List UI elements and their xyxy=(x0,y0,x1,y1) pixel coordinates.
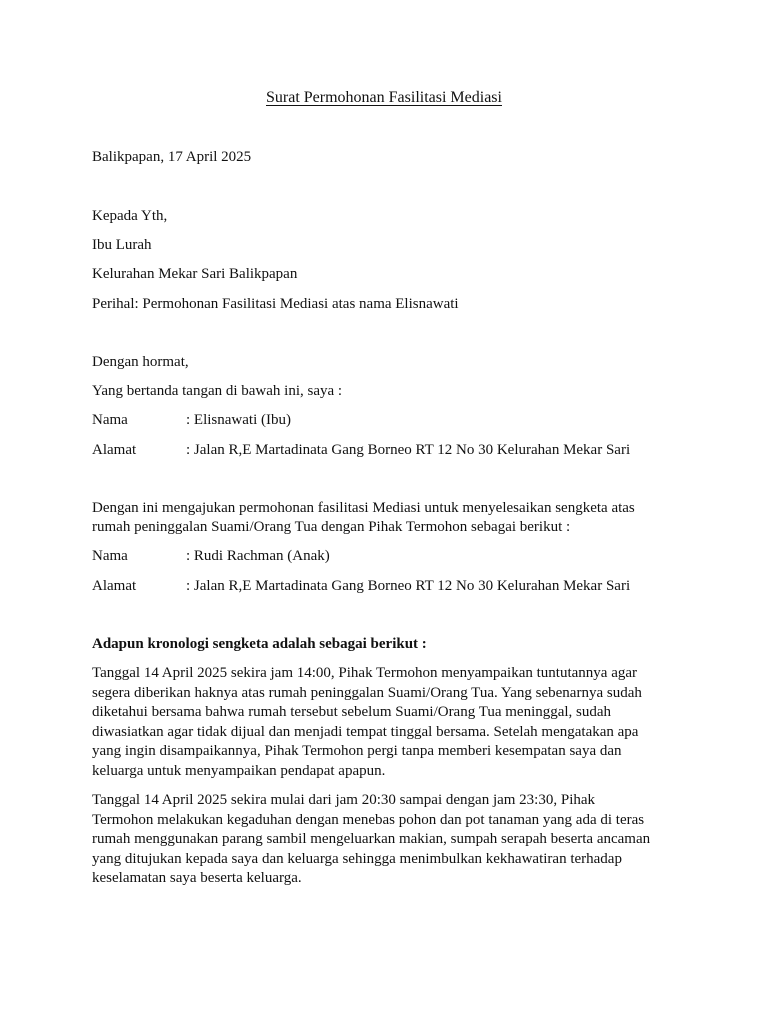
intro-text: Yang bertanda tangan di bawah ini, saya : xyxy=(92,383,343,399)
recipient-salutation: Kepada Yth, xyxy=(92,208,168,224)
chronology-2-line-3: rumah menggunakan parang sambil mengeluarkan makian, sumpah serapah beserta ancaman xyxy=(92,831,651,848)
letter-subject: Perihal: Permohonan Fasilitasi Mediasi atas nama Elisnawati xyxy=(92,296,459,312)
request-line-1: Dengan ini mengajukan permohonan fasilitasi Mediasi untuk menyelesaikan sengketa atas xyxy=(92,500,635,516)
chronology-1-line-3: diketahui bersama bahwa rumah tersebut sebelum Suami/Orang Tua meninggal, sudah xyxy=(92,704,612,721)
chronology-2-line-1: Tanggal 14 April 2025 sekira mulai dari jam 20:30 sampai dengan jam 23:30, Pihak xyxy=(92,792,596,808)
recipient-office: Kelurahan Mekar Sari Balikpapan xyxy=(92,266,298,282)
respondent-name-label: Nama xyxy=(92,548,128,564)
chronology-2-line-5: keselamatan saya beserta keluarga. xyxy=(92,870,302,887)
place-date: Balikpapan, 17 April 2025 xyxy=(92,149,252,165)
chronology-heading: Adapun kronologi sengketa adalah sebagai berikut : xyxy=(92,636,427,652)
applicant-address-value: : Jalan R,E Martadinata Gang Borneo RT 12 No 30 Kelurahan Mekar Sari xyxy=(186,442,631,458)
applicant-name-value: : Elisnawati (Ibu) xyxy=(186,412,291,428)
chronology-2-line-2: Termohon melakukan kegaduhan dengan menebas pohon dan pot tanaman yang ada di teras xyxy=(92,811,645,828)
applicant-address-label: Alamat xyxy=(92,442,137,458)
request-line-2: rumah peninggalan Suami/Orang Tua dengan Pihak Termohon sebagai berikut : xyxy=(92,519,571,535)
chronology-1-line-1: Tanggal 14 April 2025 sekira jam 14:00, Pihak Termohon menyampaikan tuntutannya agar xyxy=(92,665,638,681)
chronology-1-line-5: yang ingin disampaikannya, Pihak Termohon pergi tanpa memberi kesempatan saya dan xyxy=(92,743,622,760)
respondent-address-value: : Jalan R,E Martadinata Gang Borneo RT 12 No 30 Kelurahan Mekar Sari xyxy=(186,578,631,594)
recipient-name: Ibu Lurah xyxy=(92,237,152,253)
chronology-2-line-4: yang ditujukan kepada saya dan keluarga sehingga menimbulkan kekhawatiran terhadap xyxy=(92,850,622,867)
letter-title: Surat Permohonan Fasilitasi Mediasi xyxy=(266,89,502,106)
respondent-address-label: Alamat xyxy=(92,578,137,594)
chronology-1-line-2: segera diberikan haknya atas rumah peninggalan Suami/Orang Tua. Yang sebenarnya sudah xyxy=(92,684,642,701)
respondent-name-value: : Rudi Rachman (Anak) xyxy=(186,548,330,564)
applicant-name-label: Nama xyxy=(92,412,128,428)
greeting: Dengan hormat, xyxy=(92,354,189,370)
chronology-1-line-6: keluarga untuk menyampaikan pendapat apapun. xyxy=(92,763,386,779)
chronology-1-line-4: diwasiatkan agar tidak dijual dan menjadi tempat tinggal bersama. Setelah mengatakan apa xyxy=(92,723,639,740)
